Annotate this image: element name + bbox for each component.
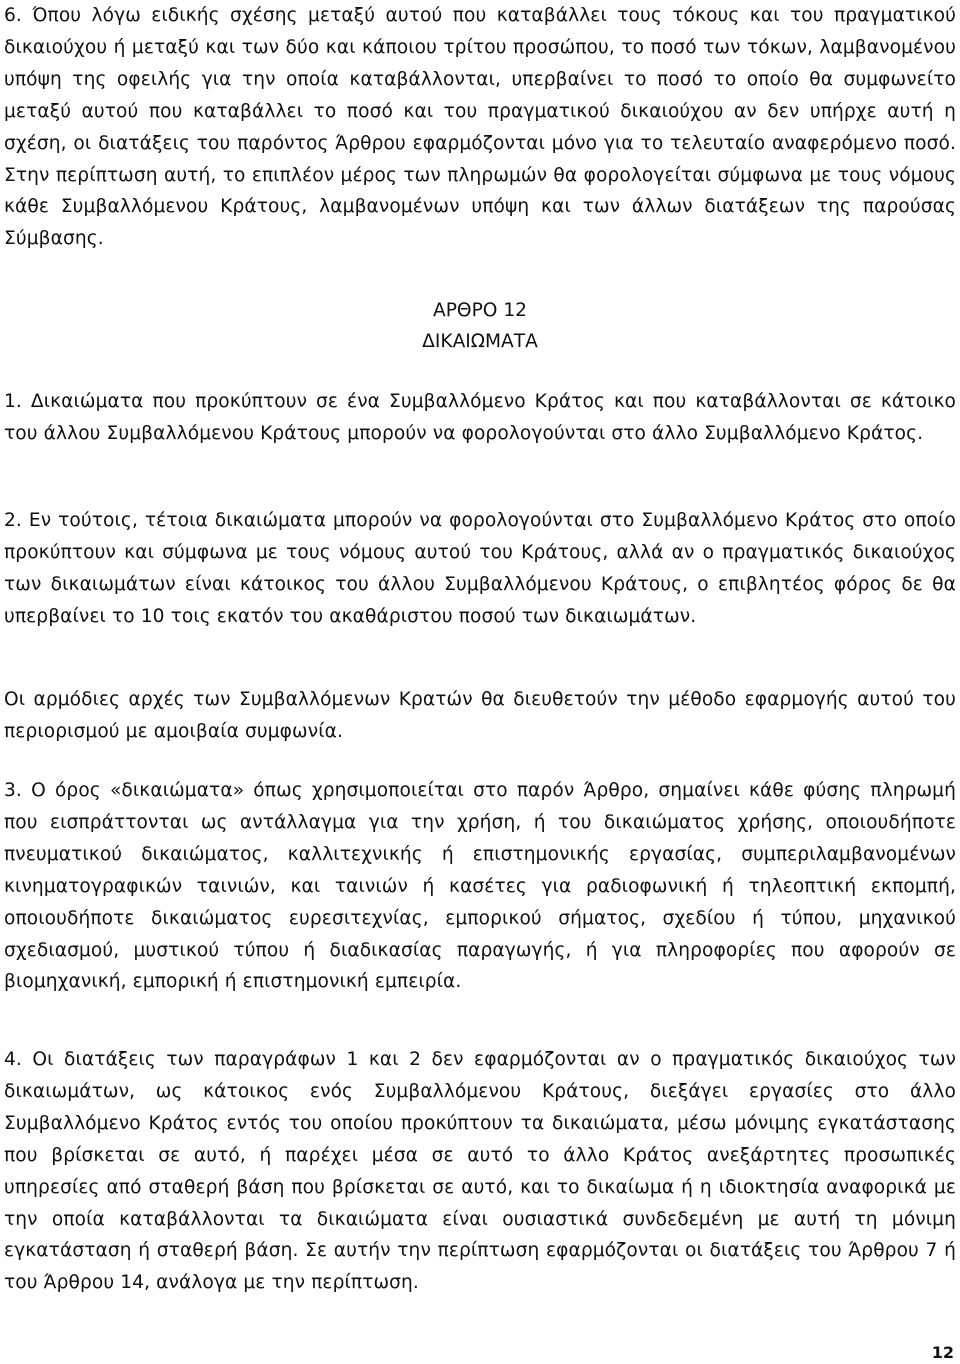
- paragraph-royalties-3: 3. Ο όρος «δικαιώματα» όπως χρησιμοποιείται στο παρόν Άρθρο, σημαίνει κάθε φύσης πληρωμή που εισπράττονται ως αντάλλαγμα για την χρήση, ή του δικαιώματος χρήσης, οποιουδήποτε πνευματικού δικαιώματος, καλλιτεχνικής ή επιστημονικής εργασίας, συμπεριλαμβανομένων κινηματογραφικών ταινιών, και ταινιών ή κασέτες για ραδιοφωνική ή τηλεοπτική εκπομπή, οποιουδήποτε δικαιώματος ευρεσιτεχνίας, εμπορικού σήματος, σχεδίου ή τύπου, μηχανικού σχεδιασμού, μυστικού τύπου ή διαδικασίας παραγωγής, ή για πληροφορίες που αφορούν σε βιομηχανική, εμπορική ή επιστημονική εμπειρία.: [4, 780, 956, 993]
- paragraph-interest-6: 6. Όπου λόγω ειδικής σχέσης μεταξύ αυτού που καταβάλλει τους τόκους και του πραγματικού δικαιούχου ή μεταξύ και των δύο και κάποιου τρίτου προσώπου, το ποσό των τόκων, λαμβανομένου υπόψη της οφειλής για την οποία καταβάλλονται, υπερβαίνει το ποσό το οποίο θα συμφωνείτο μεταξύ αυτού που καταβάλλει το ποσό και του πραγματικού δικαιούχου αν δεν υπήρχε αυτή η σχέση, οι διατάξεις του παρόντος Άρθρου εφαρμόζονται μόνο για το τελευταίο αναφερόμενο ποσό. Στην περίπτωση αυτή, το επιπλέον μέρος των πληρωμών θα φορολογείται σύμφωνα με τους νόμους κάθε Συμβαλλόμενου Κράτους, λαμβανομένων υπόψη και των άλλων διατάξεων της παρούσας Σύμβασης.: [4, 5, 956, 250]
- paragraph-royalties-4: 4. Οι διατάξεις των παραγράφων 1 και 2 δεν εφαρμόζονται αν ο πραγματικός δικαιούχος των δικαιωμάτων, ως κάτοικος ενός Συμβαλλόμενου Κράτους, διεξάγει εργασίες στο άλλο Συμβαλλόμενο Κράτος εντός του οποίου προκύπτουν τα δικαιώματα, μέσω μόνιμης εγκατάστασης που βρίσκεται σε αυτό, ή παρέχει μέσα σε αυτό το άλλο Κράτος ανεξάρτητες προσωπικές υπηρεσίες από σταθερή βάση που βρίσκεται σε αυτό, και το δικαίωμα ή η ιδιοκτησία αναφορικά με την οποία καταβάλλονται τα δικαιώματα είναι ουσιαστικά συνδεδεμένη με αυτή τη μόνιμη εγκατάσταση ή σταθερή βάση. Σε αυτήν την περίπτωση εφαρμόζονται οι διατάξεις του Άρθρου 7 ή του Άρθρου 14, ανάλογα με την περίπτωση.: [4, 1049, 956, 1294]
- paragraph-royalties-1: 1. Δικαιώματα που προκύπτουν σε ένα Συμβαλλόμενο Κράτος και που καταβάλλονται σε κάτοικο του άλλου Συμβαλλόμενου Κράτους μπορούν να φορολογούνται στο άλλο Συμβαλλόμενο Κράτος.: [4, 391, 956, 444]
- page-number: 12: [931, 1343, 954, 1362]
- paragraph-royalties-2: 2. Εν τούτοις, τέτοια δικαιώματα μπορούν να φορολογούνται στο Συμβαλλόμενο Κράτος στο οποίο προκύπτουν και σύμφωνα με τους νόμους αυτού του Κράτους, αλλά αν ο πραγματικός δικαιούχος των δικαιωμάτων είναι κάτοικος του άλλου Συμβαλλόμενου Κράτους, ο επιβλητέος φόρος δε θα υπερβαίνει το 10 τοις εκατόν του ακαθάριστου ποσού των δικαιωμάτων.: [4, 510, 956, 627]
- article-title: ΔΙΚΑΙΩΜΑΤΑ: [422, 331, 538, 352]
- paragraph-competent-authorities: Οι αρμόδιες αρχές των Συμβαλλόμενων Κρατών θα διευθετούν την μέθοδο εφαρμογής αυτού του περιορισμού με αμοιβαία συμφωνία.: [4, 689, 956, 742]
- article-number: ΑΡΘΡΟ 12: [433, 300, 527, 321]
